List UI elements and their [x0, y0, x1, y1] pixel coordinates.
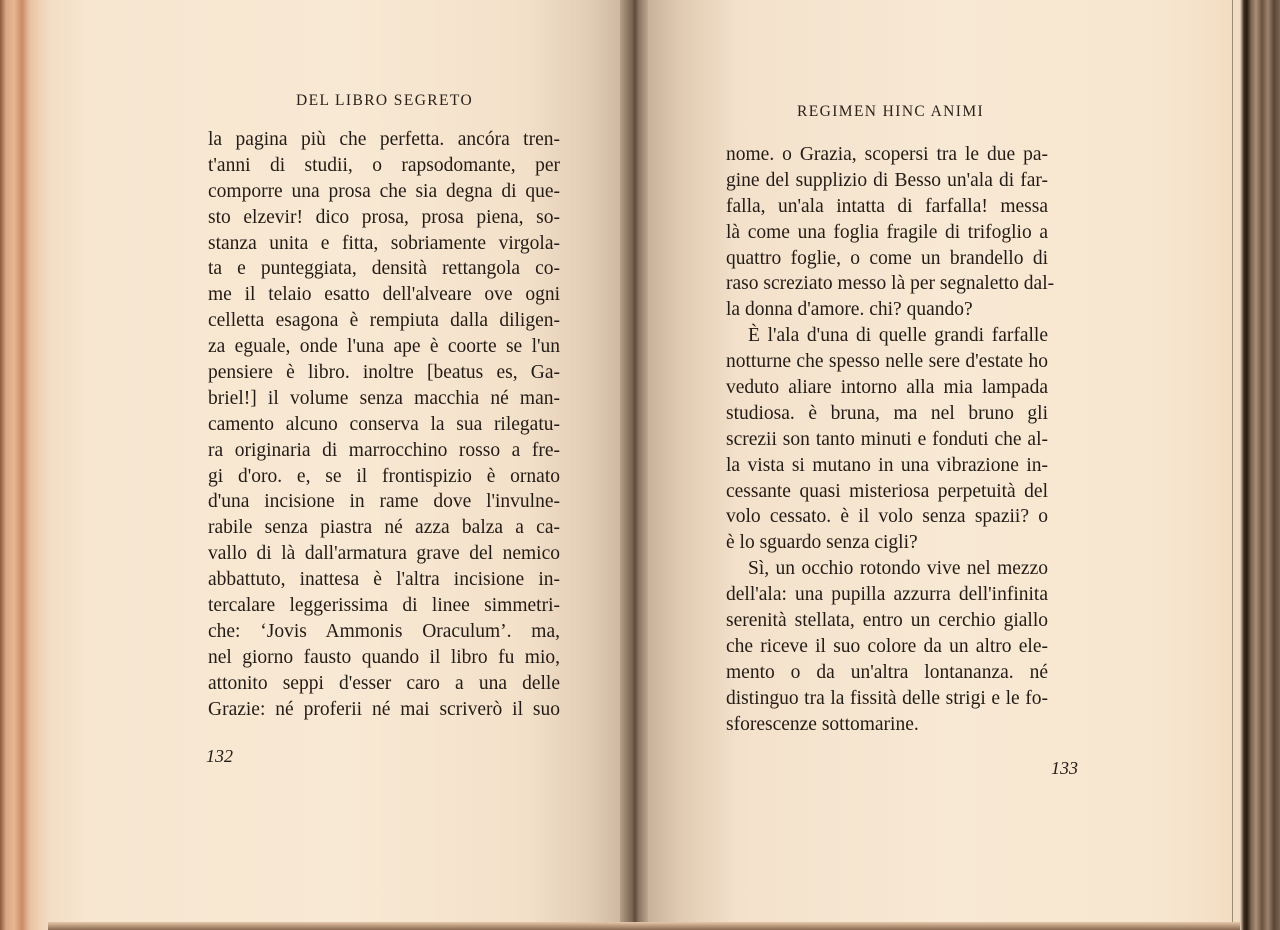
- text-line: la donna d'amore. chi? quando?: [726, 299, 973, 321]
- text-line: nel giorno fausto quando il libro fu mio,: [208, 646, 560, 668]
- text-line: là come una foglia fragile di trifoglio a: [726, 221, 1048, 243]
- page-edge-line: [1232, 0, 1233, 925]
- left-running-head: DEL LIBRO SEGRETO: [296, 92, 474, 109]
- text-line: quattro foglie, o come un brandello di: [726, 247, 1048, 269]
- text-line: camento alcuno conserva la sua rilegatu-: [208, 413, 560, 435]
- right-page-text: [726, 142, 1055, 737]
- text-line: È l'ala d'una di quelle grandi farfalle: [748, 325, 1048, 347]
- bottom-page-edge: [48, 922, 1240, 930]
- right-book-cover-edge: [1240, 0, 1280, 930]
- text-line: cessante quasi misteriosa perpetuità del: [726, 480, 1048, 502]
- text-line: tercalare leggerissima di linee simmetri-: [208, 595, 560, 617]
- left-page-number: 132: [206, 746, 233, 766]
- text-line: attonito seppi d'esser caro a una delle: [208, 672, 560, 694]
- text-line: gi d'oro. e, se il frontispizio è ornato: [208, 465, 560, 487]
- text-line: ta e punteggiata, densità rettangola co-: [208, 258, 560, 280]
- text-line: serenità stellata, entro un cerchio giallo: [726, 610, 1048, 632]
- text-line: la pagina più che perfetta. ancóra tren-: [208, 129, 560, 150]
- text-line: distinguo tra la fissità delle strigi e le fo-: [726, 687, 1048, 709]
- text-line: dell'ala: una pupilla azzurra dell'infinita: [726, 584, 1048, 606]
- text-line: è lo sguardo senza cigli?: [726, 532, 918, 554]
- text-line: che riceve il suo colore da un altro ele-: [726, 635, 1048, 657]
- text-line: celletta esagona è rempiuta dalla diligen-: [208, 310, 560, 332]
- text-line: falla, un'ala intatta di farfalla! messa: [726, 195, 1048, 217]
- right-running-head: REGIMEN HINC ANIMI: [797, 103, 985, 120]
- text-line: pensiere è libro. inoltre [beatus es, Ga-: [208, 362, 560, 384]
- text-line: la vista si mutano in una vibrazione in-: [726, 454, 1048, 476]
- text-line: sto elzevir! dico prosa, prosa piena, so-: [208, 206, 560, 228]
- text-line: sforescenze sottomarine.: [726, 713, 919, 735]
- book-gutter: [620, 0, 650, 930]
- text-line: mento o da un'altra lontananza. né: [726, 661, 1048, 683]
- text-line: nome. o Grazia, scopersi tra le due pa-: [726, 144, 1048, 165]
- text-line: abbattuto, inattesa è l'altra incisione in-: [208, 569, 560, 591]
- text-line: me il telaio esatto dell'alveare ove ogni: [208, 284, 560, 306]
- text-line: studiosa. è bruna, ma nel bruno gli: [726, 402, 1048, 424]
- text-line: ra originaria di marrocchino rosso a fre-: [208, 439, 560, 461]
- text-line: za eguale, onde l'una ape è coorte se l'un: [208, 336, 560, 358]
- text-line: rabile senza piastra né azza balza a ca-: [208, 517, 560, 539]
- text-line: notturne che spesso nelle sere d'estate ho: [726, 351, 1048, 373]
- text-line: briel!] il volume senza macchia né man-: [208, 387, 560, 409]
- right-page-number: 133: [1051, 758, 1078, 778]
- text-line: comporre una prosa che sia degna di que-: [208, 180, 560, 202]
- text-line: gine del supplizio di Besso un'ala di far-: [726, 169, 1048, 191]
- text-line: vallo di là dall'armatura grave del nemico: [208, 543, 560, 565]
- text-line: d'una incisione in rame dove l'invulne-: [208, 491, 560, 513]
- left-page-text: [208, 127, 560, 722]
- text-line: Sì, un occhio rotondo vive nel mezzo: [748, 558, 1048, 580]
- text-line: raso screziato messo là per segnaletto dal-: [726, 273, 1055, 295]
- text-line: veduto aliare intorno alla mia lampada: [726, 377, 1048, 399]
- text-line: stanza unita e fitta, sobriamente virgola-: [208, 232, 560, 254]
- text-line: volo cessato. è il volo senza spazii? o: [726, 506, 1048, 528]
- left-page-edges: [0, 0, 50, 930]
- text-line: Grazie: né proferii né mai scriverò il suo: [208, 698, 560, 720]
- text-line: che: ‘Jovis Ammonis Oraculum’. ma,: [208, 620, 560, 642]
- text-line: t'anni di studii, o rapsodomante, per: [208, 154, 560, 176]
- text-line: screzii son tanto minuti e fonduti che al-: [726, 428, 1048, 450]
